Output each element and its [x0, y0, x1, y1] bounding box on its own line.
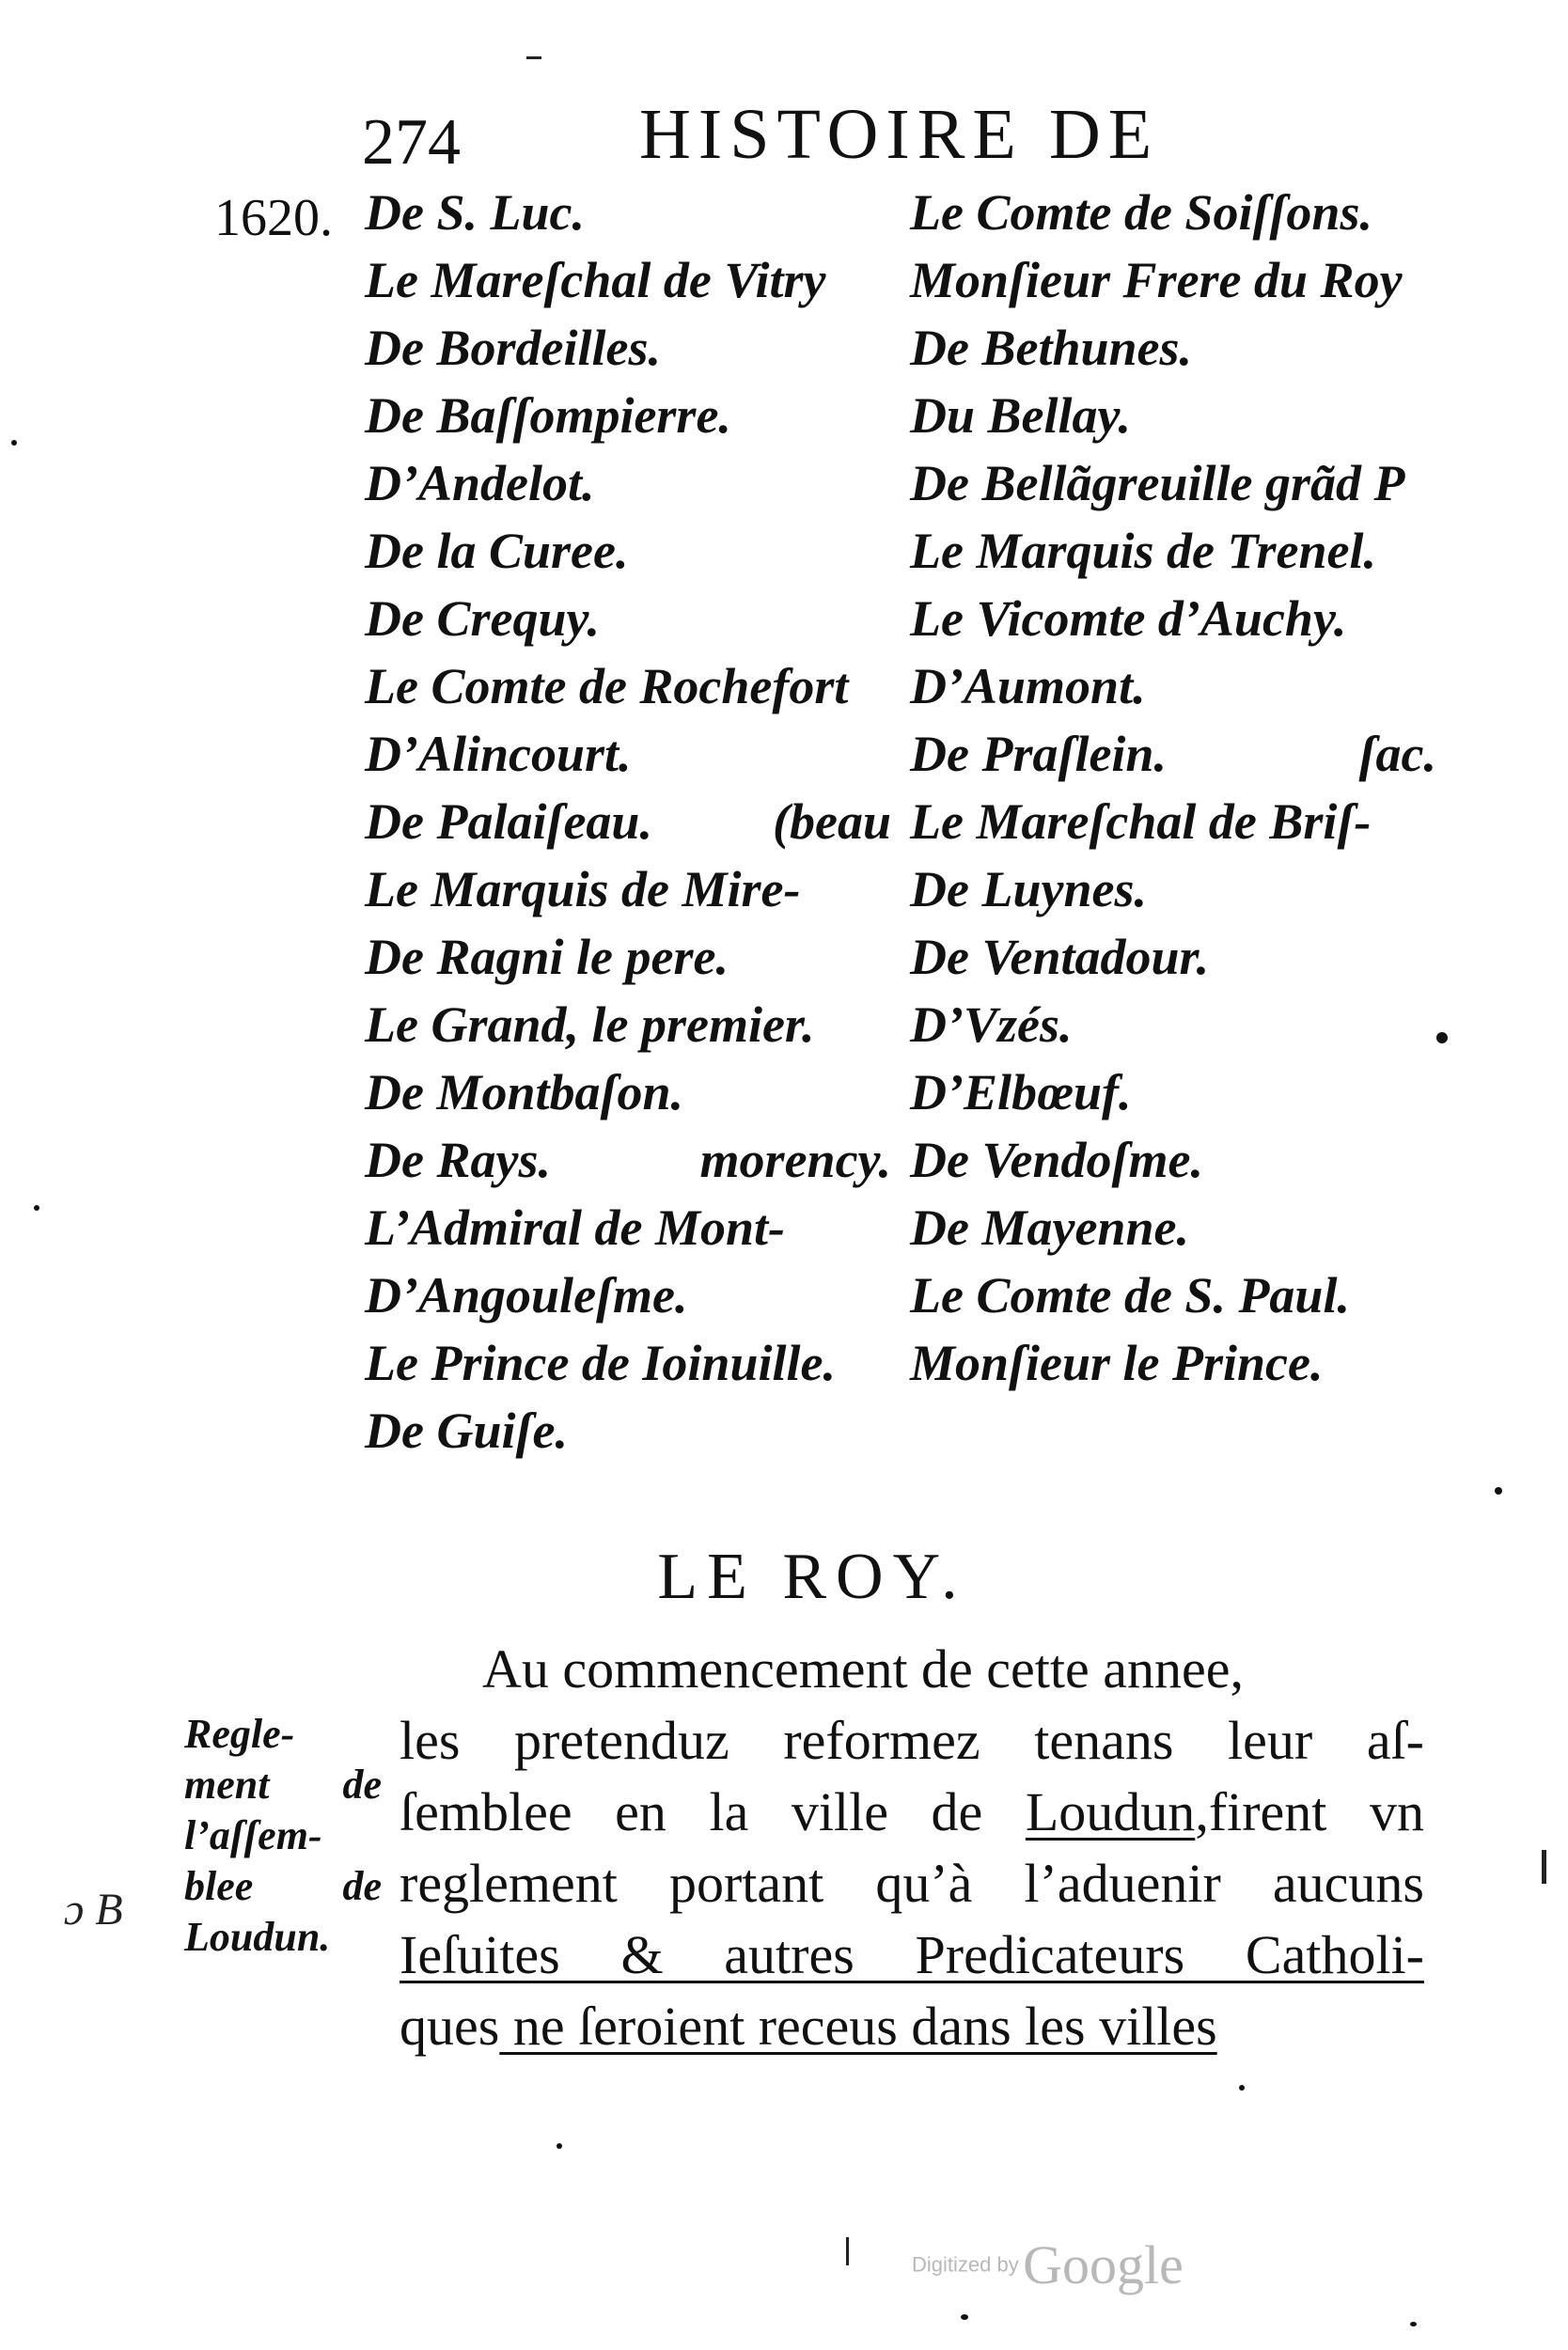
list-item [365, 1126, 891, 1194]
list-item-text: De Palaiſeau. [365, 793, 652, 850]
list-item: Le Comte de Soiſſons. [910, 184, 1372, 241]
list-item: D’Alincourt. [365, 726, 632, 782]
scan-speck [34, 1205, 39, 1211]
list-item: Le Vicomte d’Auchy. [910, 590, 1347, 647]
scan-speck [557, 2143, 562, 2149]
list-item: Le Comte de S. Paul. [910, 1267, 1350, 1324]
list-item: De Bordeilles. [365, 320, 661, 376]
list-item: Le Prince de Ioinuille. [365, 1335, 836, 1391]
list-item: De Bethunes. [910, 320, 1193, 376]
line-tail: ſac. [1358, 726, 1436, 782]
name-list-right [910, 179, 1436, 1397]
body-text-run: ,firent vn [1195, 1781, 1424, 1842]
section-title: LE ROY. [657, 1541, 967, 1613]
list-item: De Mayenne. [910, 1199, 1189, 1256]
list-item: De la Curee. [365, 523, 629, 579]
body-line [400, 1777, 1424, 1848]
list-item [910, 720, 1436, 788]
margin-note-word: de [342, 1762, 382, 1808]
list-item: De S. Luc. [365, 184, 585, 241]
list-item: D’Elbœuf. [910, 1064, 1132, 1120]
body-line-underlined: Ieſuites & autres Predicateurs Catholi- [400, 1924, 1424, 1985]
list-item: De Montbaſon. [365, 1064, 684, 1120]
list-item: Le Grand, le premier. [365, 996, 815, 1053]
margin-note-word: de [342, 1863, 382, 1909]
list-item: Du Bellay. [910, 387, 1131, 444]
list-item: D’Angouleſme. [365, 1267, 688, 1324]
margin-note-word: blee [184, 1863, 254, 1909]
list-item: D’Aumont. [910, 658, 1146, 714]
margin-note-line [184, 1861, 382, 1912]
scan-speck [1436, 1032, 1448, 1043]
list-item-text: De Rays. [365, 1132, 551, 1188]
body-line: Au commencement de cette annee, [482, 1638, 1244, 1700]
body-text-run: ques [400, 1996, 500, 2057]
list-item: De Vendoſme. [910, 1132, 1203, 1188]
list-item [365, 788, 891, 855]
list-item: Monſieur le Prince. [910, 1335, 1324, 1391]
list-item: D’Andelot. [365, 455, 595, 511]
list-item: L’Admiral de Mont- [365, 1199, 786, 1256]
scan-edge-mark [846, 2237, 849, 2265]
list-item: De Bellãgreuille grãd P [910, 455, 1405, 511]
scan-speck [1239, 2085, 1245, 2091]
line-tail: morency. [699, 1132, 891, 1188]
list-item: De Guiſe. [365, 1402, 568, 1459]
name-list-left [365, 179, 891, 1465]
list-item: Le Mareſchal de Vitry [365, 252, 826, 308]
list-item: De Luynes. [910, 861, 1147, 917]
list-item: D’Vzés. [910, 996, 1073, 1053]
list-item: De Ragni le pere. [365, 929, 729, 985]
body-line: les pretenduz reformez tenans leur aſ- [400, 1710, 1424, 1771]
margin-note [184, 1709, 382, 1963]
google-logo: Google [1023, 2234, 1184, 2295]
list-item: Le Comte de Rochefort [365, 658, 849, 714]
body-line [400, 1991, 1424, 2062]
body-text-run: ſemblee en la ville de [400, 1781, 1026, 1842]
page-number: 274 [362, 106, 461, 179]
list-item: De Crequy. [365, 590, 600, 647]
running-head: HISTOIRE DE [639, 95, 1160, 174]
margin-note-line [184, 1760, 382, 1810]
scan-speck [1410, 2322, 1417, 2326]
scan-edge-mark [1542, 1850, 1546, 1884]
margin-note-line: Loudun. [184, 1914, 331, 1960]
list-item: Le Marquis de Trenel. [910, 523, 1376, 579]
scan-speck [961, 2314, 968, 2320]
margin-note-line: l’aſſem- [184, 1812, 322, 1858]
list-item: Le Marquis de Mire- [365, 861, 801, 917]
list-item: Le Mareſchal de Briſ- [910, 793, 1372, 850]
scan-speck [11, 440, 17, 446]
underlined-text: ne ſeroient receus dans les villes [499, 1996, 1217, 2057]
scan-edge-mark [526, 56, 541, 59]
list-item: Monſieur Frere du Roy [910, 252, 1403, 308]
body-line: reglement portant qu’à l’aduenir aucuns [400, 1853, 1424, 1914]
body-text [400, 1634, 1424, 2062]
digitized-watermark [912, 2233, 1184, 2296]
list-item: De Ventadour. [910, 929, 1210, 985]
digitized-prefix: Digitized by [912, 2252, 1019, 2277]
list-item-text: De Praſlein. [910, 726, 1167, 782]
line-tail: (beau [773, 793, 891, 850]
year-marginal: 1620. [214, 189, 333, 247]
scan-speck [1495, 1487, 1502, 1495]
handwritten-mark: ɔ B [64, 1885, 123, 1935]
underlined-text: Loudun [1025, 1781, 1196, 1842]
margin-note-word: ment [184, 1762, 270, 1808]
margin-note-line: Regle- [184, 1711, 295, 1757]
list-item: De Baſſompierre. [365, 387, 731, 444]
